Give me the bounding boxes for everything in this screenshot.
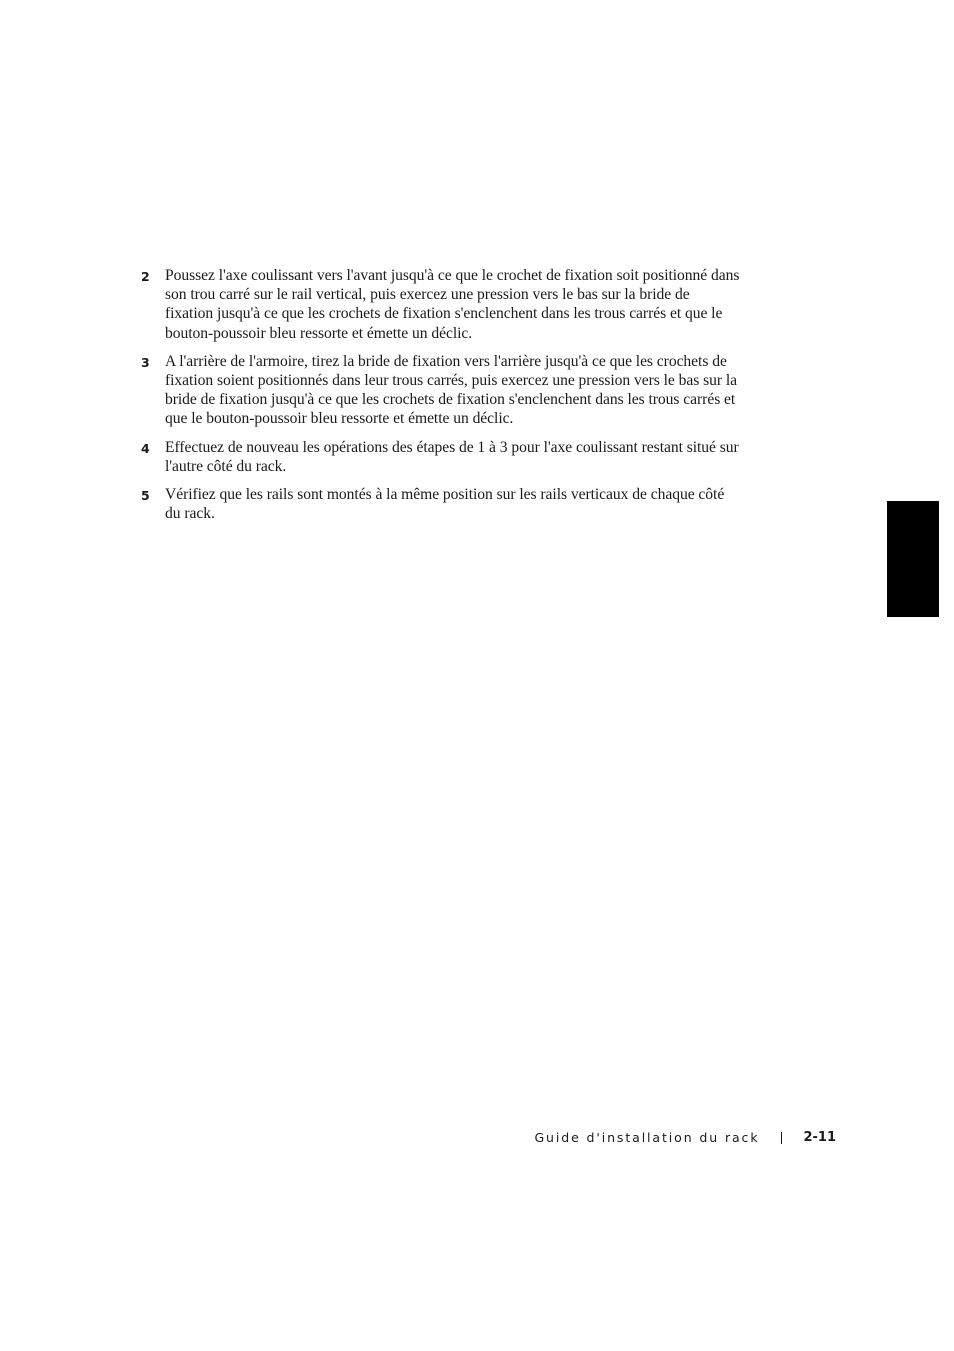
step-text: Vérifiez que les rails sont montés à la même position sur les rails verticaux de chaque côté du rack.: [165, 486, 725, 523]
step-item: [141, 352, 741, 429]
step-text: Effectuez de nouveau les opérations des étapes de 1 à 3 pour l'axe coulissant restant situé sur l'autre côté du rack.: [165, 438, 739, 475]
chapter-thumb-tab: [887, 501, 939, 617]
instruction-steps: [141, 266, 741, 532]
page-number: 2-11: [803, 1130, 836, 1145]
footer-separator: [781, 1132, 782, 1144]
footer-title: Guide d'installation du rack: [534, 1130, 760, 1145]
step-number: 3: [141, 354, 150, 370]
step-item: [141, 266, 741, 343]
step-text: Poussez l'axe coulissant vers l'avant jusqu'à ce que le crochet de fixation soit positionné dans son trou carré sur le rail vertical, puis exercez une pression vers le bas sur la bride de fixation jusqu'à ce que les crochets de fixation s'enclenchent dans les trous carrés et que le bouton-poussoir bleu ressorte et émette un déclic.: [165, 267, 740, 342]
step-text: A l'arrière de l'armoire, tirez la bride de fixation vers l'arrière jusqu'à ce que les crochets de fixation soient positionnés dans leur trous carrés, puis exercez une pression vers le bas sur la bride de fixation jusqu'à ce que les crochets de fixation s'enclenchent dans les trous carrés et que le bouton-poussoir bleu ressorte et émette un déclic.: [165, 352, 738, 428]
step-item: [141, 438, 741, 476]
step-item: [141, 485, 741, 523]
step-number: 2: [141, 269, 150, 284]
page-footer: [534, 1130, 836, 1145]
step-number: 5: [141, 488, 150, 504]
step-number: 4: [141, 440, 150, 456]
